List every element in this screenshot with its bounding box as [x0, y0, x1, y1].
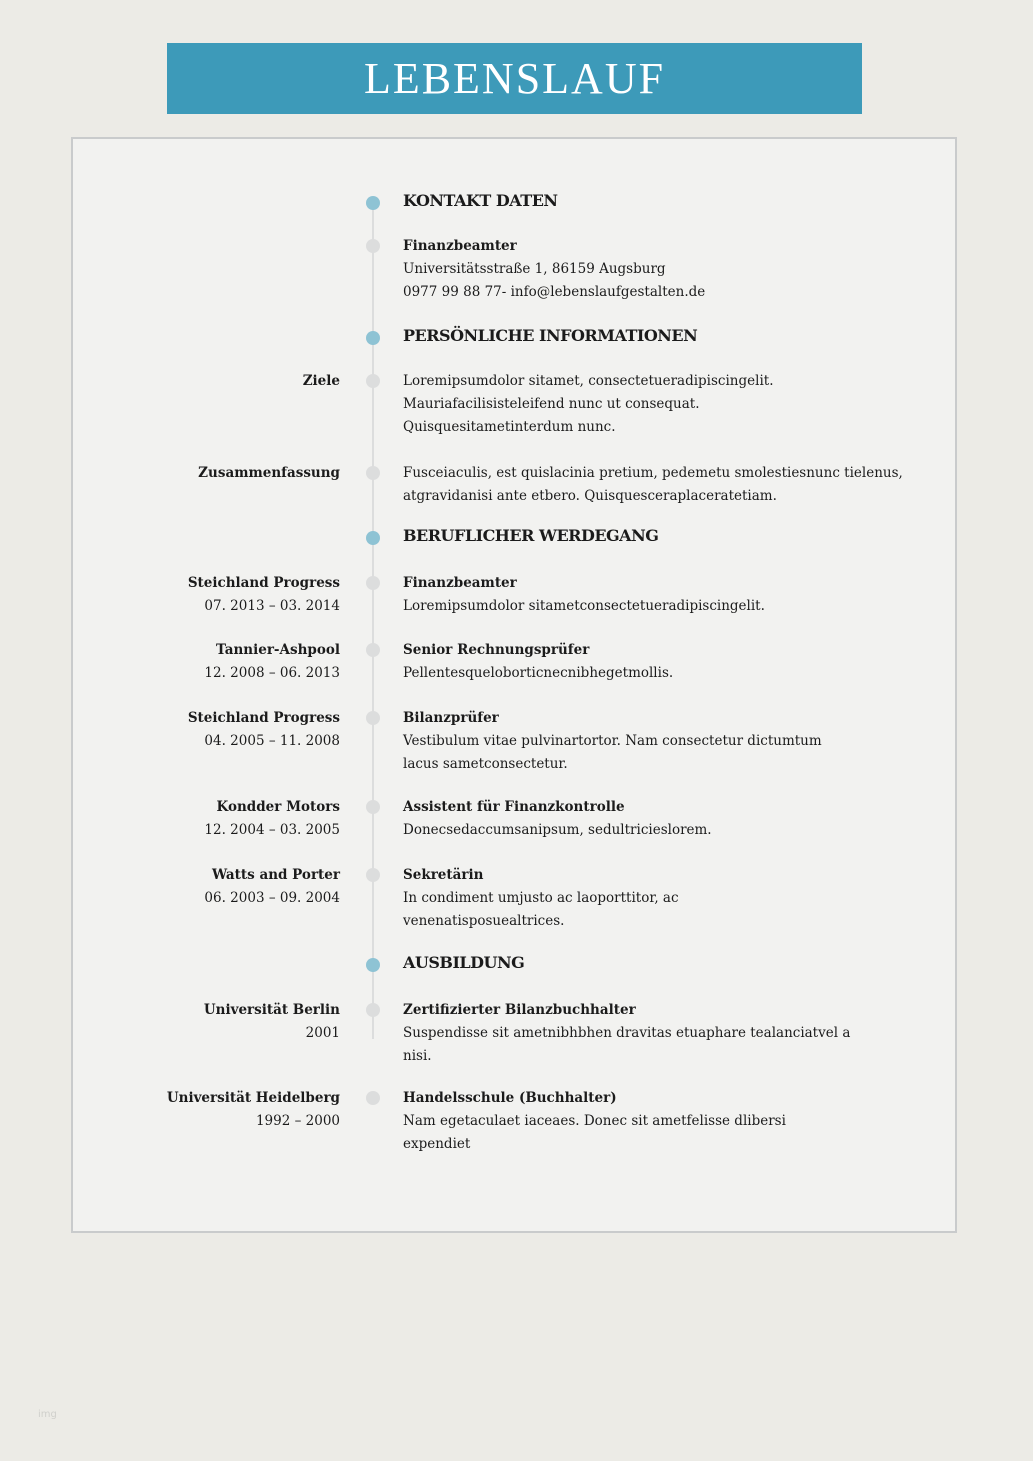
entry-period: 2001: [305, 1025, 340, 1041]
entry-line: Quisquesitametinterdum nunc.: [403, 419, 616, 435]
entry-line: nisi.: [403, 1048, 432, 1064]
entry-role: Sekretärin: [403, 867, 484, 883]
entry-line: Nam egetaculaet iaceaes. Donec sit ametfelisse dlibersi: [403, 1113, 786, 1129]
entry-org: Universität Heidelberg: [166, 1090, 340, 1106]
section-title-ausbildung: AUSBILDUNG: [403, 953, 525, 972]
section-title-persoenlich: PERSÖNLICHE INFORMATIONEN: [403, 326, 698, 345]
entry-period: 06. 2003 – 09. 2004: [204, 890, 340, 906]
watermark-text: img: [38, 1409, 57, 1420]
section-kontakt: [73, 191, 955, 215]
resume-title: LEBENSLAUF: [167, 43, 862, 114]
section-title-beruf: BERUFLICHER WERDEGANG: [403, 526, 659, 545]
section-beruf: [73, 526, 955, 550]
entry-dot-icon: [366, 868, 380, 882]
entry-line: lacus sametconsectetur.: [403, 756, 568, 772]
section-dot-icon: [366, 958, 380, 972]
entry-org: Steichland Progress: [187, 575, 340, 591]
entry-line: Pellentesqueloborticnecnibhegetmollis.: [403, 665, 674, 681]
entry-dot-icon: [366, 643, 380, 657]
timeline-line: [372, 199, 374, 1039]
entry-line: Mauriafacilisisteleifend nunc ut consequat.: [403, 396, 700, 412]
section-dot-icon: [366, 331, 380, 345]
entry-role: Assistent für Finanzkontrolle: [403, 799, 625, 815]
entry-period: 12. 2004 – 03. 2005: [204, 822, 340, 838]
section-persoenlich: [73, 326, 955, 350]
entry-dot-icon: [366, 1003, 380, 1017]
entry-line: Suspendisse sit ametnibhbhen dravitas etuaphare tealanciatvel a: [403, 1025, 851, 1041]
section-title-kontakt: KONTAKT DATEN: [403, 191, 558, 210]
entry-org: Universität Berlin: [203, 1002, 340, 1018]
section-ausbildung: [73, 953, 955, 977]
entry-line: Fusceiaculis, est quislacinia pretium, pedemetu smolestiesnunc tielenus,: [403, 465, 903, 481]
entry-org: Kondder Motors: [216, 799, 340, 815]
section-dot-icon: [366, 531, 380, 545]
entry-line: In condiment umjusto ac laoporttitor, ac: [403, 890, 679, 906]
entry-line: expendiet: [403, 1136, 471, 1152]
kontakt-contact: 0977 99 88 77- info@lebenslaufgestalten.de: [403, 284, 706, 300]
entry-line: venenatisposuealtrices.: [403, 913, 565, 929]
entry-org: Steichland Progress: [187, 710, 340, 726]
entry-line: Loremipsumdolor sitamet, consectetueradipiscingelit.: [403, 373, 774, 389]
entry-role: Senior Rechnungsprüfer: [403, 642, 590, 658]
entry-line: atgravidanisi ante etbero. Quisquesceraplaceratetiam.: [403, 488, 777, 504]
entry-label: Ziele: [302, 373, 340, 389]
entry-org: Watts and Porter: [211, 867, 340, 883]
entry-dot-icon: [366, 466, 380, 480]
kontakt-role: Finanzbeamter: [403, 238, 517, 254]
entry-label: Zusammenfassung: [198, 465, 340, 481]
entry-line: Donecsedaccumsanipsum, sedultricieslorem.: [403, 822, 712, 838]
entry-period: 07. 2013 – 03. 2014: [204, 598, 340, 614]
entry-role: Zertifizierter Bilanzbuchhalter: [403, 1002, 636, 1018]
entry-role: Handelsschule (Buchhalter): [403, 1090, 617, 1106]
entry-role: Finanzbeamter: [403, 575, 517, 591]
entry-org: Tannier-Ashpool: [215, 642, 340, 658]
entry-dot-icon: [366, 239, 380, 253]
entry-role: Bilanzprüfer: [403, 710, 499, 726]
entry-dot-icon: [366, 711, 380, 725]
entry-period: 1992 – 2000: [255, 1113, 340, 1129]
kontakt-address: Universitätsstraße 1, 86159 Augsburg: [403, 261, 666, 277]
entry-period: 12. 2008 – 06. 2013: [204, 665, 340, 681]
entry-dot-icon: [366, 374, 380, 388]
entry-dot-icon: [366, 1091, 380, 1105]
entry-period: 04. 2005 – 11. 2008: [204, 733, 340, 749]
entry-dot-icon: [366, 576, 380, 590]
entry-line: Loremipsumdolor sitametconsectetueradipiscingelit.: [403, 598, 765, 614]
resume-card: [71, 137, 957, 1233]
section-dot-icon: [366, 196, 380, 210]
entry-dot-icon: [366, 800, 380, 814]
entry-line: Vestibulum vitae pulvinartortor. Nam consectetur dictumtum: [403, 733, 822, 749]
